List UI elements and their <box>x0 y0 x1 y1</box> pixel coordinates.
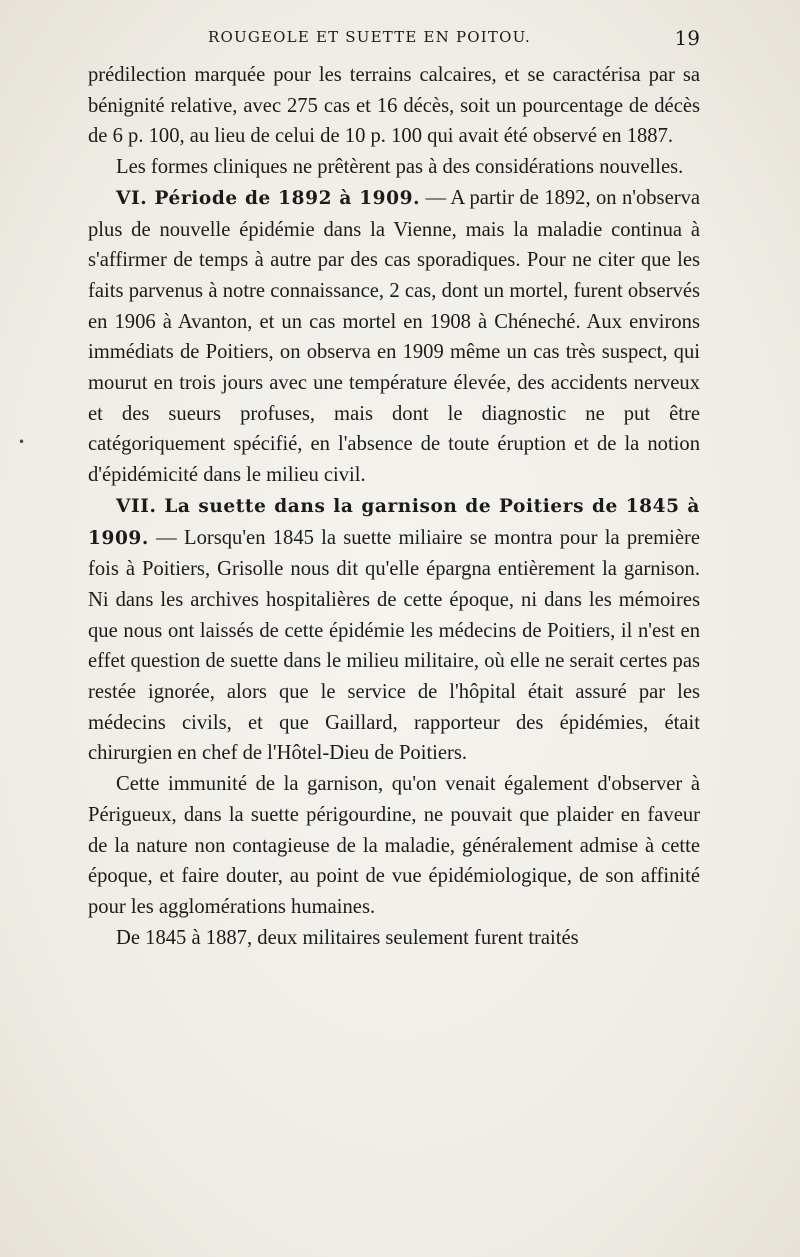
page-header <box>88 28 700 58</box>
section-vii-text: — Lorsqu'en 1845 la suette miliaire se montra pour la première fois à Poitiers, Grisolle nous dit qu'elle épargna entièrement la garnison. Ni dans les archives hospitalières de cette époque, ni dans les mémoires que nous ont laissés de cette épidémie les médecins de Poitiers, il n'est en effet question de suette dans le milieu militaire, où elle ne serait certes pas restée ignorée, alors que le service de l'hôpital était assuré par les médecins civils, et que Gaillard, rapporteur des épidémies, était chirurgien en chef de l'Hôtel-Dieu de Poitiers. <box>88 526 700 765</box>
section-title-vii: VII. La suette dans la garnison de Poitiers de 1845 à 1909. <box>88 495 700 549</box>
margin-mark: • <box>18 435 26 449</box>
paragraph-section-vii <box>88 491 700 769</box>
running-title: ROUGEOLE ET SUETTE EN POITOU. <box>208 28 532 46</box>
paragraph-continuation: prédilection marquée pour les terrains calcaires, et se caractérisa par sa bénignité relative, avec 275 cas et 16 décès, soit un pourcentage de décès de 6 p. 100, au lieu de celui de 10 p. 100 qui avait été observé en 1887. <box>88 64 700 148</box>
paragraph-immunity: Cette immunité de la garnison, qu'on venait également d'observer à Périgueux, dans la suette périgourdine, ne pouvait que plaider en faveur de la nature non contagieuse de la maladie, généralement admise à cette époque, et faire douter, au point de vue épidémiologique, de son affinité pour les agglomérations humaines. <box>88 773 700 918</box>
section-vi-text: — A partir de 1892, on n'observa plus de nouvelle épidémie dans la Vienne, mais la maladie continua à s'affirmer de temps à autre par des cas sporadiques. Pour ne citer que les faits parvenus à notre connaissance, 2 cas, dont un mortel, furent observés en 1906 à Avanton, et un cas mortel en 1908 à Chéneché. Aux environs immédiats de Poitiers, on observa en 1909 même un cas très suspect, qui mourut en trois jours avec une température élevée, des accidents nerveux et des sueurs profuses, mais dont le diagnostic ne put être catégoriquement spécifié, en l'absence de toute éruption et de la notion d'épidémicité dans le milieu civil. <box>88 186 701 487</box>
section-title-vi: VI. Période de 1892 à 1909. <box>116 187 421 209</box>
paragraph-final-line: De 1845 à 1887, deux militaires seulement furent traités <box>116 926 579 949</box>
paragraph-clinical-forms: Les formes cliniques ne prêtèrent pas à des considérations nouvelles. <box>116 156 684 179</box>
body-text <box>88 60 700 953</box>
paragraph-section-vi <box>88 183 700 491</box>
page-number: 19 <box>674 26 700 50</box>
